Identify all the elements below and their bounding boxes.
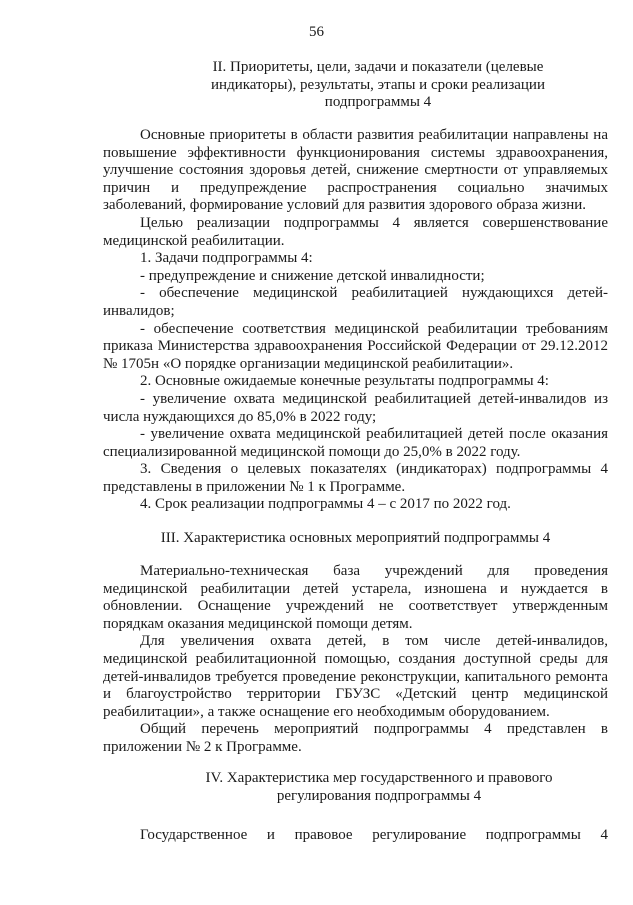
section-2-heading (201, 59, 555, 112)
paragraph: Государственное и правовое регулирование подпрограммы 4 (140, 827, 608, 843)
section-3-heading (103, 530, 608, 548)
paragraph: 4. Срок реализации подпрограммы 4 – с 2017 по 2022 год. (140, 496, 511, 513)
paragraph: - увеличение охвата медицинской реабилитацией детей после оказания специализированной медицинской помощи до 25,0% в 2022 году. (103, 426, 608, 460)
page-number: 56 (309, 24, 324, 40)
paragraph: Общий перечень мероприятий подпрограммы 4 представлен в приложении № 2 к Программе. (103, 721, 608, 755)
heading-line: подпрограммы 4 (324, 94, 432, 110)
paragraph: - предупреждение и снижение детской инвалидности; (140, 267, 485, 284)
paragraph: 2. Основные ожидаемые конечные результаты подпрограммы 4: (140, 373, 549, 390)
paragraph: Основные приоритеты в области развития реабилитации направлены на повышение эффективности функционирования системы здравоохранения, улучшение состояния здоровья детей, снижение смертности от управляемых причин и предупреждение распространения социально значимых заболеваний, формирование условий для развития здорового образа жизни. (103, 127, 608, 214)
paragraph: - увеличение охвата медицинской реабилитацией детей-инвалидов из числа нуждающихся до 85,0% в 2022 году; (103, 390, 608, 425)
paragraph: Материально-техническая база учреждений для проведения медицинской реабилитации детей устарела, изношена и нуждается в обновлении. Оснащение учреждений не соответствует утвержденным порядкам оказания медицинской помощи детям. (103, 563, 608, 632)
section-4-heading (186, 770, 572, 805)
paragraph: - обеспечение соответствия медицинской реабилитации требованиям приказа Министерства здравоохранения Российской Федерации от 29.12.2012 № 1705н «О порядке организации медицинской реабилитации». (103, 320, 608, 372)
paragraph: Для увеличения охвата детей, в том числе детей-инвалидов, медицинской реабилитационной помощью, создания доступной среды для детей-инвалидов требуется проведение реконструкции, капитального ремонта и благоустройство территории ГБУЗС «Детский центр медицинской реабилитации», а также оснащение его необходимым оборудованием. (103, 633, 608, 720)
section-3-body (103, 563, 608, 757)
heading-line: регулирования подпрограммы 4 (276, 787, 482, 804)
paragraph: 1. Задачи подпрограммы 4: (140, 250, 313, 267)
paragraph: Целью реализации подпрограммы 4 является совершенствование медицинской реабилитации. (103, 214, 608, 249)
section-2-body (103, 127, 608, 514)
paragraph: - обеспечение медицинской реабилитацией нуждающихся детей-инвалидов; (103, 285, 608, 319)
heading-line: II. Приоритеты, цели, задачи и показатели (целевые (212, 59, 544, 75)
section-4-body (103, 827, 608, 845)
heading-line: IV. Характеристика мер государственного и правового (205, 770, 553, 786)
heading-line: индикаторы), результаты, этапы и сроки реализации (211, 76, 545, 93)
paragraph: 3. Сведения о целевых показателях (индикаторах) подпрограммы 4 представлены в приложении № 1 к Программе. (103, 461, 608, 495)
heading-line: III. Характеристика основных мероприятий подпрограммы 4 (160, 530, 551, 546)
